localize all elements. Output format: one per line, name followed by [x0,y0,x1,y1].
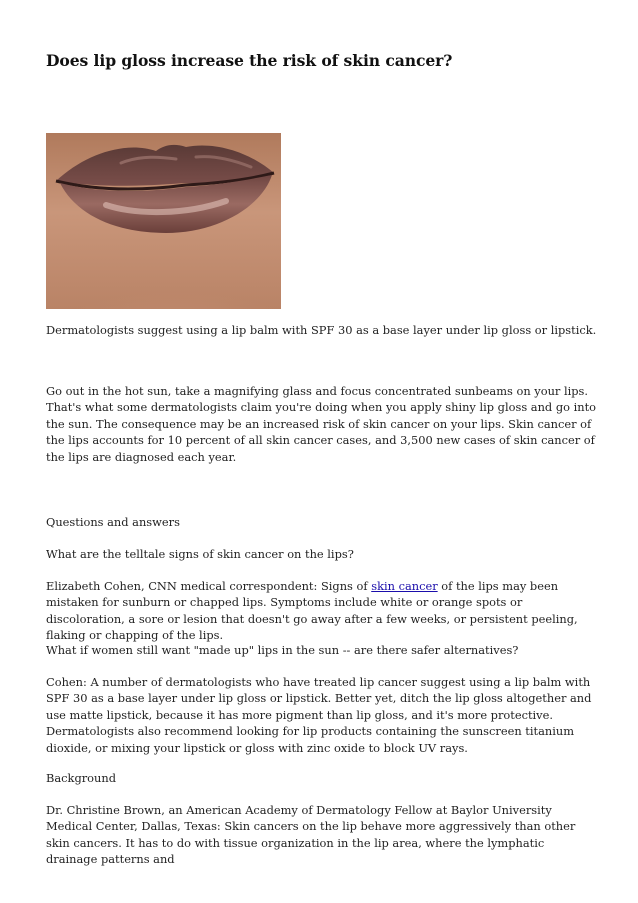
qa-heading: Questions and answers [46,515,180,529]
answer-1-text-before: Elizabeth Cohen, CNN medical correspondent: Signs of [46,579,372,593]
answer-1 [46,578,598,644]
skin-cancer-link[interactable]: skin cancer [371,579,438,593]
question-1: What are the telltale signs of skin cancer on the lips? [46,547,354,561]
background-heading: Background [46,771,117,785]
answer-1-text-after: of the lips may been mistaken for sunburn or chapped lips. Symptoms include white or orange spots or discoloration, a sore or lesion that doesn't go away after a few weeks, or persistent peeling, flaking or chapping of the lips. [46,579,578,643]
background-paragraph: Dr. Christine Brown, an American Academy of Dermatology Fellow at Baylor University Medical Center, Dallas, Texas: Skin cancers on the lip behave more aggressively than other skin cancers. It has to do with tissue organization in the lip area, where the lymphatic drainage patterns and [46,803,576,867]
question-2: What if women still want "made up" lips in the sun -- are there safer alternatives? [46,643,519,657]
photo-caption: Dermatologists suggest using a lip balm with SPF 30 as a base layer under lip gloss or lipstick. [46,323,597,337]
intro-paragraph: Go out in the hot sun, take a magnifying glass and focus concentrated sunbeams on your lips. That's what some dermatologists claim you're doing when you apply shiny lip gloss and go into the sun. The consequence may be an increased risk of skin cancer on your lips. Skin cancer of the lips accounts for 10 percent of all skin cancer cases, and 3,500 new cases of skin cancer of the lips are diagnosed each year. [46,384,597,464]
answer-2: Cohen: A number of dermatologists who have treated lip cancer suggest using a lip balm with SPF 30 as a base layer under lip gloss or lipstick. Better yet, ditch the lip gloss altogether and use matte lipstick, because it has more pigment than lip gloss, and it's more protective. Dermatologists also recommend looking for lip products containing the sunscreen titanium dioxide, or mixing your lipstick or gloss with zinc oxide to block UV rays. [46,675,592,755]
lips-photo [46,133,281,309]
article-title: Does lip gloss increase the risk of skin cancer? [46,51,453,70]
